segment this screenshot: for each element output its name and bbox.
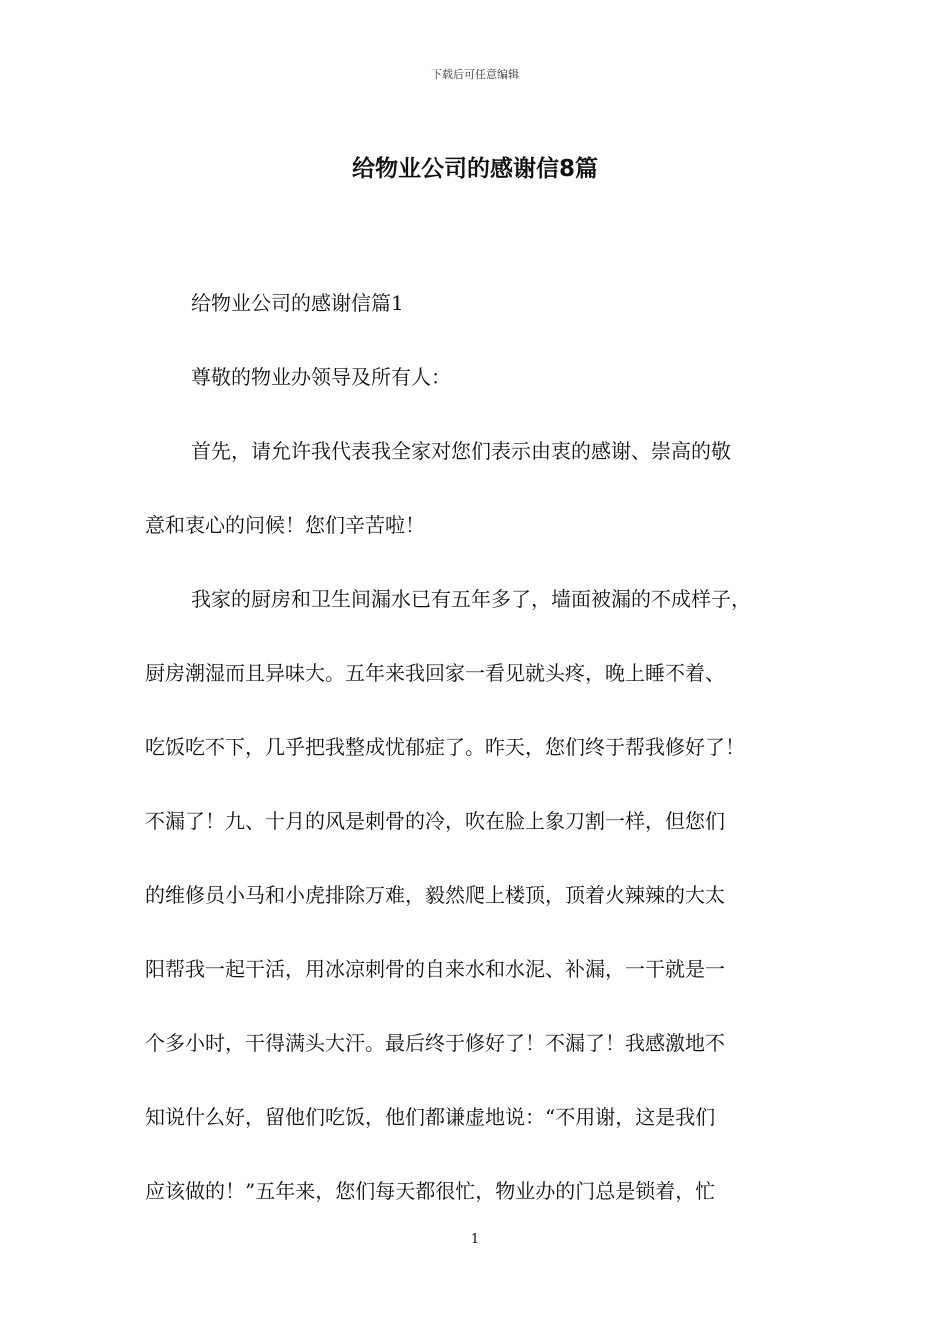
body-line: 吃饭吃不下，几乎把我整成忧郁症了。昨天，您们终于帮我修好了！ [145, 735, 745, 759]
page-number: 1 [470, 1232, 480, 1247]
body-line: 意和衷心的问候！您们辛苦啦！ [145, 513, 425, 537]
body-line: 阳帮我一起干活，用冰凉刺骨的自来水和水泥、补漏，一干就是一 [145, 957, 725, 981]
body-line: 不漏了！九、十月的风是刺骨的冷，吹在脸上象刀割一样，但您们 [145, 809, 725, 833]
document-title: 给物业公司的感谢信8篇 [351, 156, 598, 182]
body-line: 尊敬的物业办领导及所有人： [191, 365, 451, 389]
body-line: 的维修员小马和小虎排除万难，毅然爬上楼顶，顶着火辣辣的大太 [145, 883, 725, 907]
body-line: 首先，请允许我代表我全家对您们表示由衷的感谢、崇高的敬 [191, 439, 731, 463]
document-body [145, 266, 835, 1228]
body-line: 厨房潮湿而且异味大。五年来我回家一看见就头疼，晚上睡不着、 [145, 661, 725, 685]
body-line: 应该做的！”五年来，您们每天都很忙，物业办的门总是锁着，忙 [145, 1179, 716, 1203]
header-note: 下载后可任意编辑 [431, 68, 519, 81]
body-line: 个多小时，干得满头大汗。最后终于修好了！不漏了！我感激地不 [145, 1031, 725, 1055]
body-line: 给物业公司的感谢信篇1 [191, 291, 404, 315]
body-line: 我家的厨房和卫生间漏水已有五年多了，墙面被漏的不成样子， [191, 587, 751, 611]
body-line: 知说什么好，留他们吃饭，他们都谦虚地说：“不用谢，这是我们 [145, 1105, 716, 1129]
